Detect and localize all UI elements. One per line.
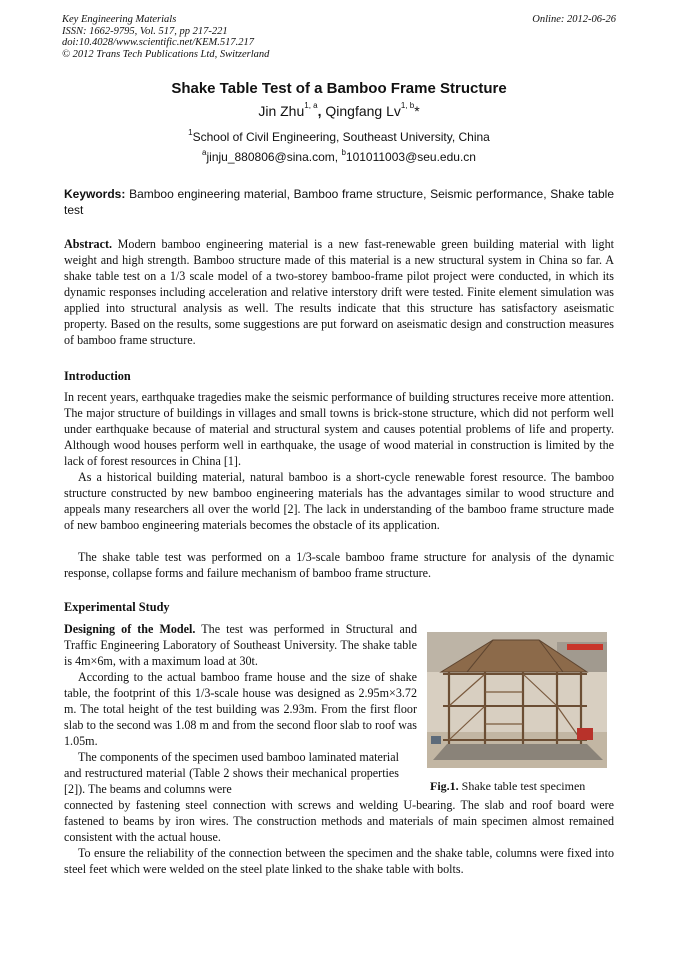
corresponding-star: *: [414, 103, 420, 119]
section-heading-experimental: Experimental Study: [64, 600, 170, 614]
email-superscript: a: [202, 148, 207, 157]
email-link[interactable]: jinju_880806@sina.com,: [206, 150, 339, 164]
keywords-label: Keywords:: [64, 187, 126, 201]
abstract-label: Abstract.: [64, 237, 113, 251]
journal-issn: ISSN: 1662-9795, Vol. 517, pp 217-221: [62, 25, 228, 37]
figure-label: Fig.1.: [430, 779, 459, 793]
affiliation-superscript: 1: [188, 128, 193, 137]
experimental-paragraph: According to the actual bamboo frame house and the size of shake table, the footprint of this 1/3-scale house was designed as 2.95m×3.72 m. The total height of the test building was 2.93m. From the first floor slab to the second was 1.08 m and from the second floor slab to roof was 1.05m.: [64, 670, 417, 748]
journal-header: [62, 14, 616, 60]
journal-name: Key Engineering Materials: [62, 14, 177, 25]
author-separator: ,: [317, 103, 322, 119]
bamboo-house-photo: [427, 632, 607, 768]
experimental-paragraph: To ensure the reliability of the connection between the specimen and the shake table, columns were fixed into steel feet which were welded on the steel plate linked to the shake table with bolts.: [64, 846, 614, 876]
journal-doi: doi:10.4028/www.scientific.net/KEM.517.217: [62, 37, 254, 49]
abstract-text: Modern bamboo engineering material is a new fast-renewable green building material with light weight and high strength. Bamboo structure made of this material is a new structural system in China so far. A shake table test on a 1/3 scale model of a two-storey bamboo-frame pilot project were conducted, in which its dynamic responses including acceleration and relative interstory drift were tested. Finite element simulation was applied into structural analysis as well. The results indicate that this structure has satisfactory aseismatic property. Based on the results, some suggestions are put forward on aseismatic design and construction measures of bamboo frame structure.: [64, 237, 614, 347]
affiliation: [0, 130, 678, 144]
author-emails: [0, 150, 678, 164]
figure-caption-text: Shake table test specimen: [461, 779, 586, 793]
introduction-paragraph: In recent years, earthquake tragedies make the seismic performance of building structures receive more attention. The major structure of buildings in villages and small towns is brick-stone structure, which did not perform well under earthquake because of material and structural system and causes potential problems of life and property. Although wood houses perform well in earthquake, the usage of wood material in construction is limited by the lack of forest resources in China [1].: [64, 390, 614, 468]
author-superscript: 1, a: [304, 101, 318, 110]
author-name: Jin Zhu: [258, 103, 305, 119]
experimental-paragraph: connected by fastening steel connection with screws and welding U-bearing. The slab and roof board were fastened to beams by iron wires. The construction methods and materials of main specimen almost remained consistent with the actual house.: [64, 798, 614, 844]
introduction-paragraph: The shake table test was performed on a 1/3-scale bamboo frame structure for analysis of the dynamic response, collapse forms and failure mechanism of bamboo frame structure.: [64, 550, 614, 580]
email-link[interactable]: 101011003@seu.edu.cn: [345, 150, 476, 164]
journal-copyright: © 2012 Trans Tech Publications Ltd, Switzerland: [62, 48, 270, 60]
affiliation-text: School of Civil Engineering, Southeast University, China: [192, 130, 490, 144]
keywords: [64, 186, 614, 218]
subsection-label: Designing of the Model.: [64, 622, 196, 636]
section-heading-introduction: Introduction: [64, 369, 131, 383]
online-date: Online: 2012-06-26: [532, 14, 616, 25]
abstract: [64, 236, 614, 348]
figure-caption: [430, 779, 585, 794]
author-name: Qingfang Lv: [325, 103, 401, 119]
email-superscript: b: [341, 148, 346, 157]
experimental-paragraph: [64, 621, 417, 669]
introduction-paragraph: As a historical building material, natural bamboo is a short-cycle renewable forest resource. The bamboo structure constructed by new bamboo engineering materials has the advantages similar to wood structure and appeals many researchers all over the world [2]. The lack in understanding of the bamboo frame structure made of new bamboo engineering materials becomes the obstacle of its application.: [64, 470, 614, 532]
experimental-text: The test was performed in Structural and Traffic Engineering Laboratory of Southeast University. The shake table is 4m×6m, with a maximum load at 30t.: [64, 622, 418, 668]
author-line: [0, 103, 678, 119]
paper-title: Shake Table Test of a Bamboo Frame Structure: [171, 80, 507, 97]
keywords-text: Bamboo engineering material, Bamboo frame structure, Seismic performance, Shake table test: [64, 187, 614, 217]
figure-specimen-photo: [427, 632, 607, 768]
author-superscript: 1, b: [400, 101, 415, 110]
experimental-paragraph: The components of the specimen used bamboo laminated material and restructured material (Table 2 shows their mechanical properties [2]). The beams and columns were: [64, 750, 399, 796]
